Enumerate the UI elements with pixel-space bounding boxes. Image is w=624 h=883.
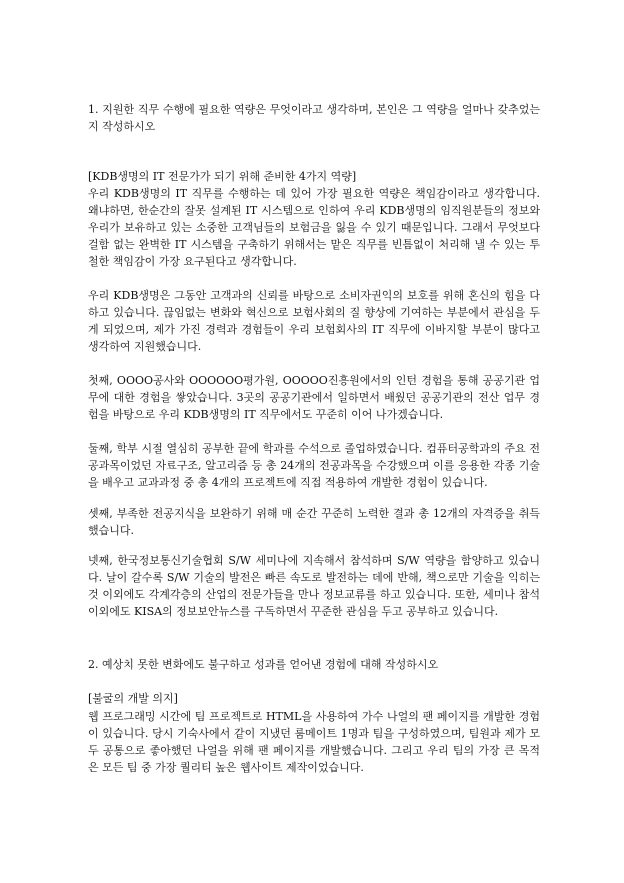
section-1-paragraph-5: 셋째, 부족한 전공지식을 보완하기 위해 매 순간 꾸준히 노력한 결과 총 12개의 자격증을 취득했습니다. — [88, 507, 540, 537]
question-2: 2. 예상치 못한 변화에도 불구하고 성과를 얻어낸 경험에 대해 작성하시오 — [88, 658, 439, 671]
question-1: 1. 지원한 직무 수행에 필요한 역량은 무엇이라고 생각하며, 본인은 그 역량을 얼마나 갖추었는지 작성하시오 — [88, 103, 540, 133]
section-1-heading: [KDB생명의 IT 전문가가 되기 위해 준비한 4가지 역량] — [88, 170, 357, 183]
section-2-paragraph-1: 웹 프로그래밍 시간에 팀 프로젝트로 HTML을 사용하여 가수 나얼의 팬 페이지를 개발한 경험이 있습니다. 당시 기숙사에서 같이 지냈던 룸메이트 1명과 팀을 구성하였으며, 팀원과 제가 모두 공통으로 좋아했던 나얼을 위해 팬 페이지를 개발했습니다. 그리고 우리 팀의 가장 큰 목적은 모든 팀 중 가장 퀄리티 높은 웹사이트 제작이었습니다. — [88, 710, 540, 774]
section-1-paragraph-1: 우리 KDB생명의 IT 직무를 수행하는 데 있어 가장 필요한 역량은 책임감이라고 생각합니다. 왜냐하면, 한순간의 잘못 설계된 IT 시스템으로 인하여 우리 KDB생명의 임직원분들의 정보와 우리가 보유하고 있는 소중한 고객님들의 보험금을 잃을 수 있기 때문입니다. 그래서 무엇보다 걸함 없는 완벽한 IT 시스템을 구축하기 위해서는 맡은 직무를 빈틈없이 처리해 낼 수 있는 투철한 책임감이 가장 요구된다고 생각합니다. — [88, 187, 540, 268]
section-1-paragraph-2: 우리 KDB생명은 그동안 고객과의 신뢰를 바탕으로 소비자권익의 보호를 위해 혼신의 힘을 다하고 있습니다. 끊임없는 변화와 혁신으로 보험사회의 질 향상에 기여하는 부분에서 관심을 두게 되었으며, 제가 가진 경력과 경험들이 우리 보험회사의 IT 직무에 이바지할 부분이 많다고 생각하여 지원했습니다. — [88, 289, 540, 353]
section-1-paragraph-4: 둘째, 학부 시절 열심히 공부한 끝에 학과를 수석으로 졸업하였습니다. 컴퓨터공학과의 주요 전공과목이었던 자료구조, 알고리즘 등 총 24개의 전공과목을 수강했으며 이를 응용한 각종 기술을 배우고 교과과정 중 총 4개의 프로젝트에 직접 적용하여 개발한 경험이 있습니다. — [88, 442, 540, 489]
section-1-paragraph-3: 첫째, OOOO공사와 OOOOOO평가원, OOOOO진흥원에서의 인턴 경험을 통해 공공기관 업무에 대한 경험을 쌓았습니다. 3곳의 공공기관에서 일하면서 배웠던 공공기관의 전산 업무 경험을 바탕으로 우리 KDB생명의 IT 직무에서도 꾸준히 이어 나가겠습니다. — [88, 374, 540, 421]
section-1-paragraph-6: 넷째, 한국정보통신기술협회 S/W 세미나에 지속해서 참석하며 S/W 역량을 함양하고 있습니다. 날이 갈수록 S/W 기술의 발전은 빠른 속도로 발전하는 데에 반해, 책으로만 기술을 익히는 것 이외에도 각계각층의 산업의 전문가들을 만나 정보교류를 하고 있습니다. 또한, 세미나 참석 이외에도 KISA의 정보보안뉴스를 구독하면서 꾸준한 관심을 두고 공부하고 있습니다. — [88, 554, 540, 618]
section-2-heading: [불굴의 개발 의지] — [88, 692, 178, 705]
